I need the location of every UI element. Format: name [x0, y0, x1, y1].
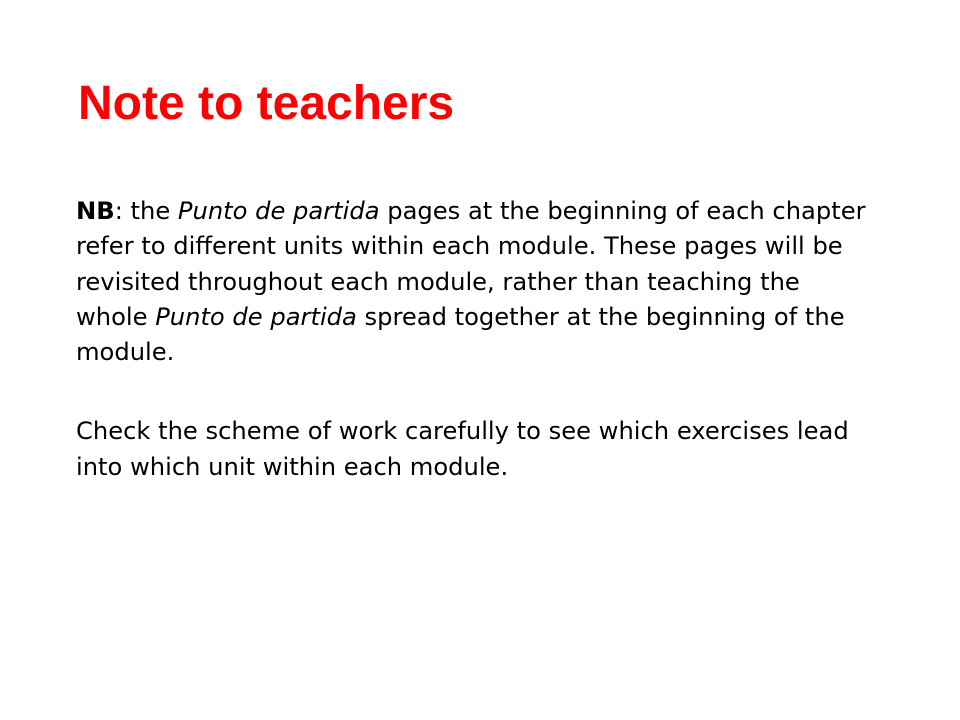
- note-text-segment: spread together at the beginning of the module.: [76, 302, 845, 367]
- slide-title: Note to teachers: [78, 77, 455, 130]
- note-text-segment: pages at the beginning of each chapter refer to different units within each module. These pages will be revisited throughout each module, rather than teaching the whole: [76, 197, 866, 331]
- slide-body: [76, 194, 876, 485]
- scheme-of-work-paragraph: Check the scheme of work carefully to see which exercises lead into which unit within each module.: [76, 417, 849, 481]
- nb-label: NB: [76, 197, 115, 225]
- note-text-segment: : the: [114, 197, 178, 225]
- book-section-name: Punto de partida: [177, 197, 380, 225]
- book-section-name: Punto de partida: [155, 302, 357, 331]
- note-paragraph: [76, 194, 876, 370]
